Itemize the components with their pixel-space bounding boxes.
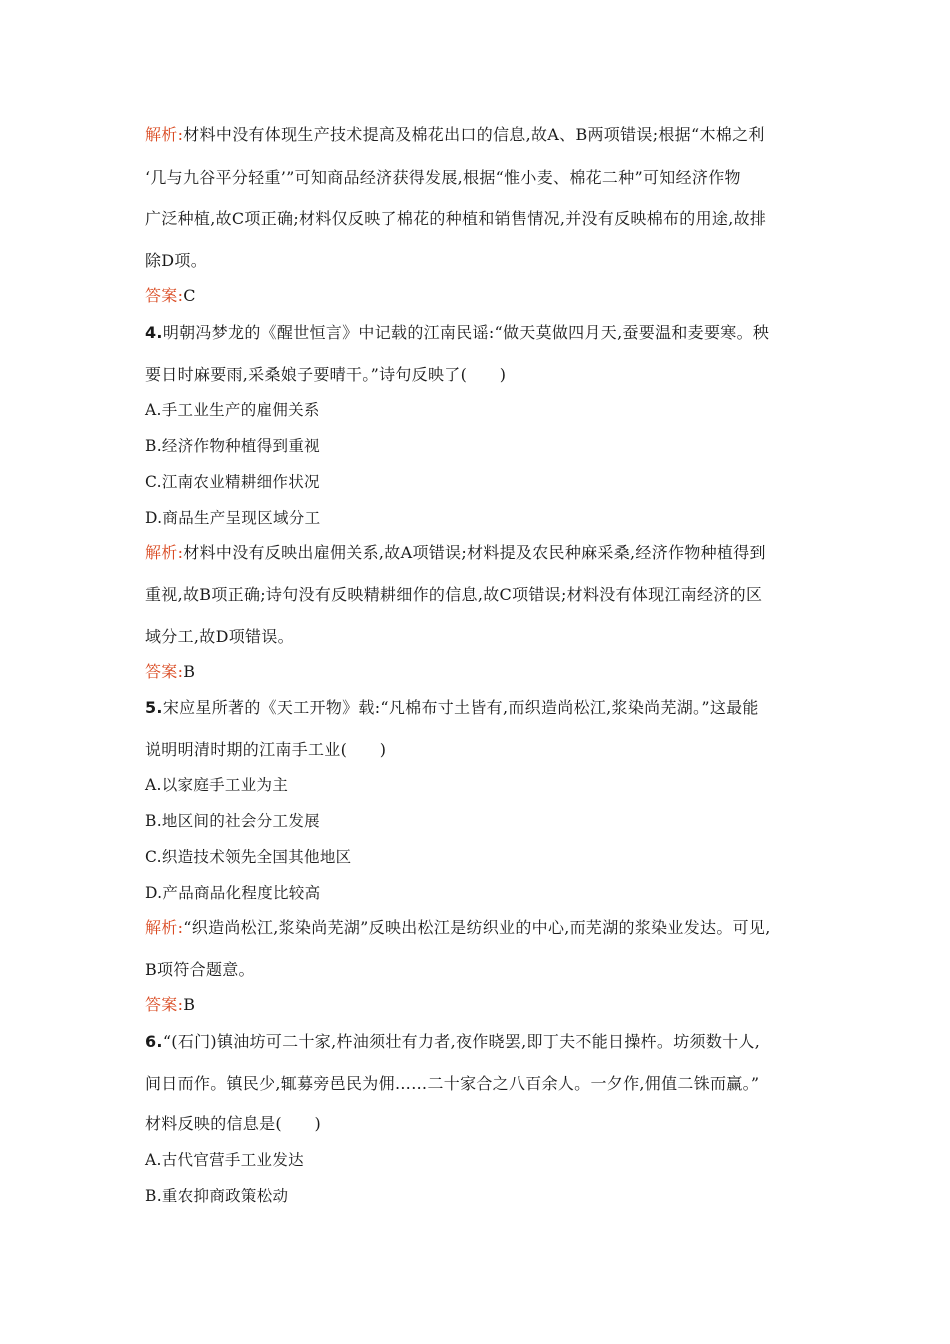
- q5-stem-text-1: 宋应星所著的《天工开物》载:“凡棉布寸土皆有,而织造尚松江,浆染尚芜湖。”这最能: [162, 698, 759, 717]
- q6-stem-text-1: “(石门)镇油坊可二十家,杵油须壮有力者,夜作晓罢,即丁夫不能日操杵。坊须数十人,: [162, 1032, 761, 1051]
- q6-option-b: B.重农抑商政策松动: [145, 1187, 289, 1205]
- q5-analysis-label: 解析:: [145, 918, 184, 937]
- q5-stem-line-2: 说明明清时期的江南手工业( ): [145, 740, 387, 759]
- q5-analysis-line-1: [145, 917, 815, 939]
- q5-option-d: D.产品商品化程度比较高: [145, 884, 321, 902]
- q4-analysis-line-2: 重视,故B项正确;诗句没有反映精耕细作的信息,故C项错误;材料没有体现江南经济的区: [145, 585, 763, 604]
- q4-answer-label: 答案:: [145, 662, 184, 681]
- q3-answer: [145, 285, 815, 307]
- q4-option-c: C.江南农业精耕细作状况: [145, 473, 320, 491]
- q4-option-b: B.经济作物种植得到重视: [145, 437, 320, 455]
- q5-stem-line-1: [145, 697, 815, 719]
- q5-answer-label: 答案:: [145, 995, 184, 1014]
- q5-answer: [145, 994, 815, 1016]
- q5-number: 5.: [145, 698, 163, 717]
- q4-stem-line-1: [145, 322, 815, 344]
- q6-stem-line-1: [145, 1031, 815, 1053]
- q4-stem-line-2: 要日时麻要雨,采桑娘子要晴干。”诗句反映了( ): [145, 365, 507, 384]
- q3-analysis-line-3: 广泛种植,故C项正确;材料仅反映了棉花的种植和销售情况,并没有反映棉布的用途,故排: [145, 209, 767, 228]
- q3-answer-value: C: [183, 286, 196, 305]
- q3-analysis-line-2: ‘几与九谷平分轻重’”可知商品经济获得发展,根据“惟小麦、棉花二种”可知经济作物: [145, 168, 741, 187]
- q4-stem-text-1: 明朝冯梦龙的《醒世恒言》中记载的江南民谣:“做天莫做四月天,蚕要温和麦要寒。秧: [162, 323, 770, 342]
- q6-number: 6.: [145, 1032, 163, 1051]
- q4-option-a: A.手工业生产的雇佣关系: [145, 401, 320, 419]
- q4-number: 4.: [145, 323, 163, 342]
- q5-option-c: C.织造技术领先全国其他地区: [145, 848, 352, 866]
- q5-answer-value: B: [183, 995, 196, 1014]
- q4-analysis-line-3: 域分工,故D项错误。: [145, 627, 294, 646]
- q5-option-a: A.以家庭手工业为主: [145, 776, 289, 794]
- q4-answer-value: B: [183, 662, 196, 681]
- q3-analysis-text-1: 材料中没有体现生产技术提高及棉花出口的信息,故A、B两项错误;根据“木棉之利: [183, 125, 765, 144]
- q4-analysis-label: 解析:: [145, 543, 184, 562]
- q6-stem-line-3: 材料反映的信息是( ): [145, 1114, 322, 1133]
- q3-analysis-line-1: [145, 124, 815, 146]
- q4-option-d: D.商品生产呈现区域分工: [145, 509, 321, 527]
- q4-analysis-text-1: 材料中没有反映出雇佣关系,故A项错误;材料提及农民种麻采桑,经济作物种植得到: [183, 543, 766, 562]
- q5-analysis-line-2: B项符合题意。: [145, 960, 255, 979]
- q4-answer: [145, 661, 815, 683]
- q3-analysis-line-4: 除D项。: [145, 251, 208, 270]
- q6-stem-line-2: 间日而作。镇民少,辄募旁邑民为佣……二十家合之八百余人。一夕作,佣值二铢而赢。”: [145, 1074, 760, 1093]
- q5-option-b: B.地区间的社会分工发展: [145, 812, 320, 830]
- q3-analysis-label: 解析:: [145, 125, 184, 144]
- q4-analysis-line-1: [145, 542, 815, 564]
- q5-analysis-text-1: “织造尚松江,浆染尚芜湖”反映出松江是纺织业的中心,而芜湖的浆染业发达。可见,: [183, 918, 771, 937]
- q3-answer-label: 答案:: [145, 286, 184, 305]
- q6-option-a: A.古代官营手工业发达: [145, 1151, 304, 1169]
